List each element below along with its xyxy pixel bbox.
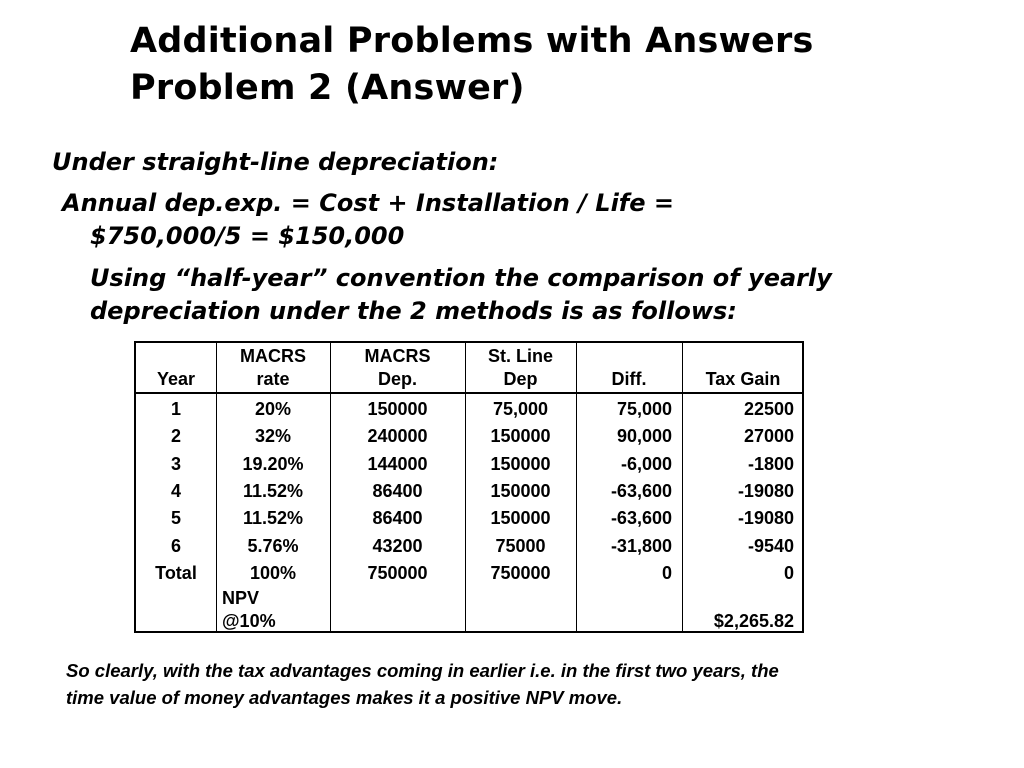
- cell-year: 1: [170, 399, 181, 419]
- header-st-line-dep: [465, 345, 576, 391]
- cell-tax-gain: -1800: [747, 453, 794, 474]
- npv-label-line-2: @10%: [222, 611, 276, 632]
- cell-st-line-dep: 75000: [495, 535, 546, 556]
- cell-tax-gain: 0: [783, 562, 794, 583]
- cell-tax-gain: -9540: [747, 535, 794, 556]
- cell-macrs-rate: 11.52%: [242, 480, 304, 501]
- cell-macrs-dep: 144000: [367, 453, 428, 474]
- cell-tax-gain: 27000: [743, 426, 794, 447]
- cell-st-line-dep: 75,000: [492, 399, 549, 419]
- straight-line-heading: Under straight-line depreciation:: [52, 148, 499, 176]
- cell-macrs-dep: 86400: [372, 480, 423, 501]
- header-macrs-dep: [330, 345, 465, 391]
- cell-diff: -31,800: [610, 535, 672, 556]
- cell-year: Total: [155, 562, 197, 583]
- cell-year: 4: [170, 480, 181, 501]
- header-year: [136, 345, 216, 391]
- annual-dep-line-1: Annual dep.exp. = Cost + Installation / Life =: [62, 189, 674, 217]
- header-divider: [136, 392, 802, 394]
- header-line-2: Year: [156, 369, 196, 389]
- header-line-1: MACRS: [240, 346, 306, 366]
- cell-st-line-dep: 150000: [490, 426, 551, 447]
- cell-diff: 75,000: [616, 399, 672, 419]
- annual-dep-line-2: $750,000/5 = $150,000: [90, 222, 405, 250]
- title-line-2: Problem 2 (Answer): [130, 68, 525, 108]
- cell-diff: 90,000: [616, 426, 672, 447]
- cell-st-line-dep: 150000: [490, 508, 551, 529]
- cell-tax-gain: -19080: [737, 480, 794, 501]
- conclusion-line-2: time value of money advantages makes it a positive NPV move.: [66, 687, 623, 708]
- npv-label: [222, 587, 276, 633]
- conclusion-line-1: So clearly, with the tax advantages coming in earlier i.e. in the first two years, the: [66, 660, 779, 681]
- half-year-line-2: depreciation under the 2 methods is as follows:: [90, 297, 737, 325]
- cell-macrs-rate: 32%: [254, 426, 292, 447]
- header-line-1: St. Line: [487, 346, 553, 366]
- title-line-1: Additional Problems with Answers: [130, 21, 814, 61]
- conclusion-note: [66, 657, 779, 711]
- cell-macrs-rate: 5.76%: [247, 535, 299, 556]
- half-year-line-1: Using “half-year” convention the comparison of yearly: [90, 264, 832, 292]
- npv-value: $2,265.82: [713, 611, 794, 632]
- cell-macrs-dep: 750000: [367, 562, 428, 583]
- npv-label-line-1: NPV: [222, 588, 260, 609]
- depreciation-table: [134, 341, 804, 633]
- cell-macrs-rate: 19.20%: [242, 453, 304, 474]
- cell-macrs-dep: 150000: [367, 399, 428, 419]
- cell-tax-gain: -19080: [737, 508, 794, 529]
- cell-st-line-dep: 750000: [490, 562, 551, 583]
- cell-st-line-dep: 150000: [490, 480, 551, 501]
- header-diff: [576, 345, 682, 391]
- header-line-2: rate: [256, 369, 290, 389]
- cell-macrs-dep: 240000: [367, 426, 428, 447]
- cell-diff: -63,600: [610, 480, 672, 501]
- header-line-1: [682, 345, 804, 368]
- cell-year: 6: [170, 535, 181, 556]
- header-line-1: MACRS: [364, 346, 431, 366]
- cell-diff: -6,000: [620, 453, 672, 474]
- header-macrs-rate: [216, 345, 330, 391]
- cell-diff: 0: [661, 562, 672, 583]
- header-line-1: [136, 345, 216, 368]
- header-line-2: Dep: [503, 369, 538, 389]
- cell-year: 3: [170, 453, 181, 474]
- header-line-2: Tax Gain: [705, 369, 781, 389]
- cell-st-line-dep: 150000: [490, 453, 551, 474]
- cell-year: 2: [170, 426, 181, 447]
- cell-macrs-rate: 100%: [249, 562, 297, 583]
- cell-diff: -63,600: [610, 508, 672, 529]
- cell-tax-gain: 22500: [743, 399, 794, 419]
- header-line-2: Diff.: [611, 369, 647, 389]
- cell-macrs-rate: 11.52%: [242, 508, 304, 529]
- header-tax-gain: [682, 345, 804, 391]
- cell-macrs-rate: 20%: [254, 399, 292, 419]
- header-line-2: Dep.: [377, 369, 417, 389]
- header-line-1: [576, 345, 682, 368]
- cell-macrs-dep: 86400: [372, 508, 423, 529]
- cell-year: 5: [170, 508, 181, 529]
- cell-macrs-dep: 43200: [372, 535, 423, 556]
- slide-title: [130, 18, 813, 112]
